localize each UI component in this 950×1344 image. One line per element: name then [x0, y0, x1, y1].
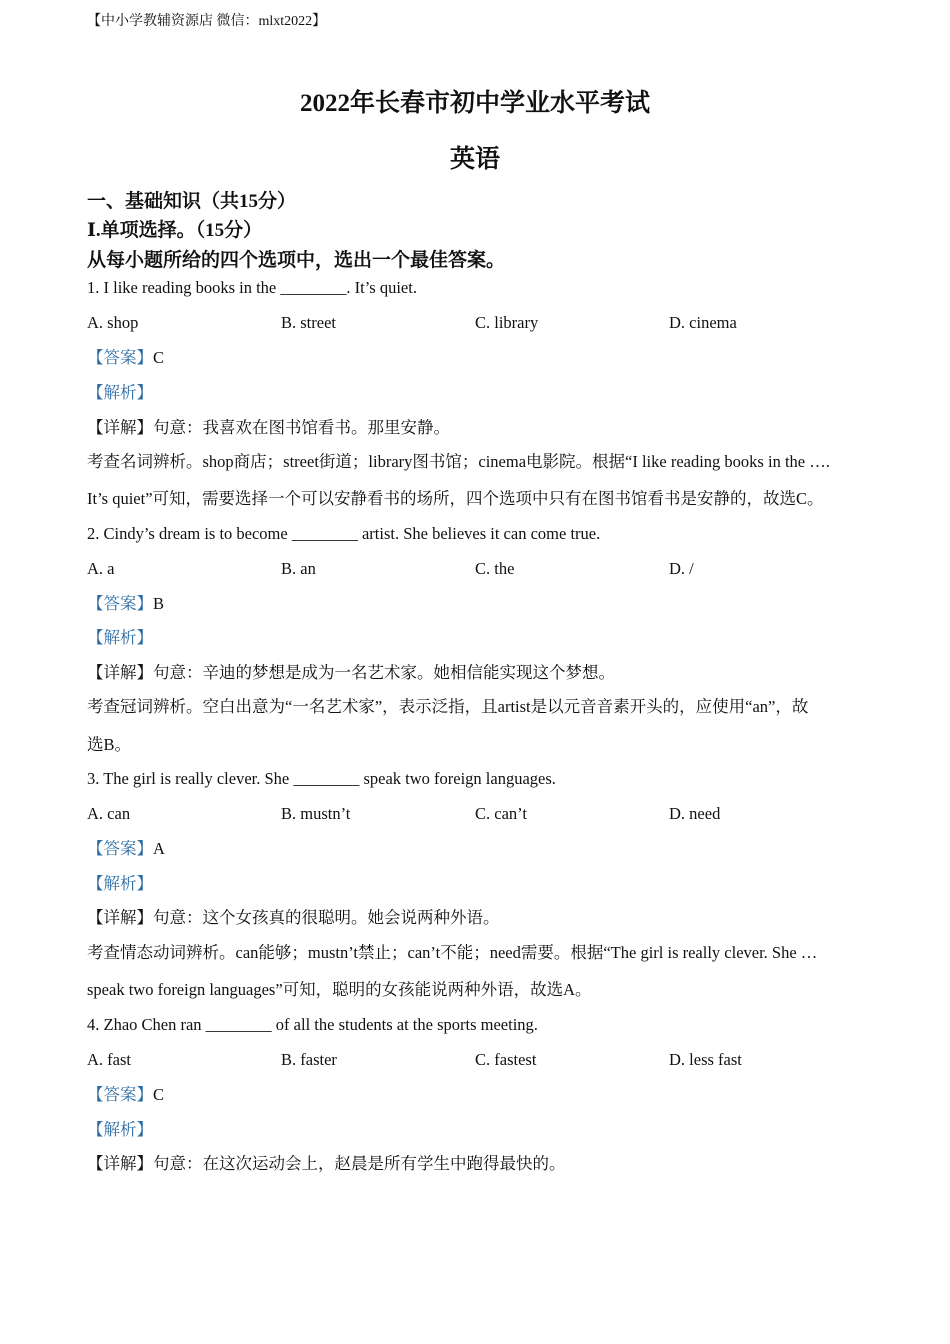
option-a: A. a — [87, 559, 115, 578]
question-2-explain-line-1: 考查冠词辨析。空白出意为“一名艺术家”，表示泛指，且artist是以元音音素开头的，应使用“an”，故 — [87, 697, 809, 716]
question-4-answer — [87, 1084, 867, 1106]
question-2-answer — [87, 593, 867, 615]
answer-value: B — [153, 594, 165, 613]
section-subheading: Ⅰ.单项选择。（15分） — [87, 220, 263, 241]
option-b: B. faster — [281, 1050, 337, 1069]
question-1-explain-line-2: It’s quiet”可知，需要选择一个可以安静看书的场所，四个选项中只有在图书馆看书是安静的，故选C。 — [87, 489, 824, 508]
option-d: D. need — [669, 804, 721, 823]
option-c: C. the — [475, 559, 515, 578]
header-note: 【中小学教辅资源店 微信：mlxt2022】 — [87, 14, 327, 29]
section-heading: 一、基础知识（共15分） — [87, 191, 297, 212]
question-2-stem: 2. Cindy’s dream is to become ________ artist. She believes it can come true. — [87, 524, 601, 543]
question-1-answer — [87, 347, 867, 369]
question-3-explain-line-1: 考查情态动词辨析。can能够；mustn’t禁止；can’t不能；need需要。根据“The girl is really clever. She … — [87, 943, 818, 962]
question-1-options — [87, 312, 867, 334]
question-3-answer — [87, 838, 867, 860]
answer-value: C — [153, 348, 165, 367]
option-b: B. street — [281, 313, 336, 332]
answer-label: 【答案】 — [87, 1085, 153, 1104]
analysis-label: 【解析】 — [87, 628, 153, 647]
exam-title: 2022年长春市初中学业水平考试 — [299, 90, 650, 117]
analysis-label: 【解析】 — [87, 1120, 153, 1139]
exam-subtitle: 英语 — [449, 146, 500, 173]
question-2-detail: 【详解】句意：辛迪的梦想是成为一名艺术家。她相信能实现这个梦想。 — [87, 663, 615, 682]
question-2-options — [87, 558, 867, 580]
option-c: C. library — [475, 313, 539, 332]
question-1-stem: 1. I like reading books in the ________. It’s quiet. — [87, 278, 417, 297]
question-4-options — [87, 1049, 867, 1071]
option-d: D. / — [669, 559, 694, 578]
question-3-detail: 【详解】句意：这个女孩真的很聪明。她会说两种外语。 — [87, 908, 500, 927]
question-3-options — [87, 803, 867, 825]
option-a: A. shop — [87, 313, 139, 332]
question-4-stem: 4. Zhao Chen ran ________ of all the students at the sports meeting. — [87, 1015, 538, 1034]
question-2-explain-line-2: 选B。 — [87, 735, 132, 754]
question-1-detail: 【详解】句意：我喜欢在图书馆看书。那里安静。 — [87, 418, 450, 437]
answer-label: 【答案】 — [87, 594, 153, 613]
instruction: 从每小题所给的四个选项中，选出一个最佳答案。 — [87, 250, 506, 271]
option-a: A. fast — [87, 1050, 131, 1069]
analysis-label: 【解析】 — [87, 874, 153, 893]
question-3-stem: 3. The girl is really clever. She ________ speak two foreign languages. — [87, 769, 556, 788]
answer-value: C — [153, 1085, 165, 1104]
option-c: C. can’t — [475, 804, 527, 823]
option-d: D. less fast — [669, 1050, 742, 1069]
option-a: A. can — [87, 804, 131, 823]
analysis-label: 【解析】 — [87, 383, 153, 402]
option-d: D. cinema — [669, 313, 737, 332]
option-c: C. fastest — [475, 1050, 537, 1069]
option-b: B. mustn’t — [281, 804, 351, 823]
answer-label: 【答案】 — [87, 839, 153, 858]
question-3-explain-line-2: speak two foreign languages”可知，聪明的女孩能说两种外语，故选A。 — [87, 980, 592, 999]
answer-label: 【答案】 — [87, 348, 153, 367]
question-1-explain-line-1: 考查名词辨析。shop商店；street街道；library图书馆；cinema电影院。根据“I like reading books in the …. — [87, 452, 830, 471]
question-4-detail: 【详解】句意：在这次运动会上，赵晨是所有学生中跑得最快的。 — [87, 1154, 566, 1173]
option-b: B. an — [281, 559, 316, 578]
answer-value: A — [153, 839, 165, 858]
